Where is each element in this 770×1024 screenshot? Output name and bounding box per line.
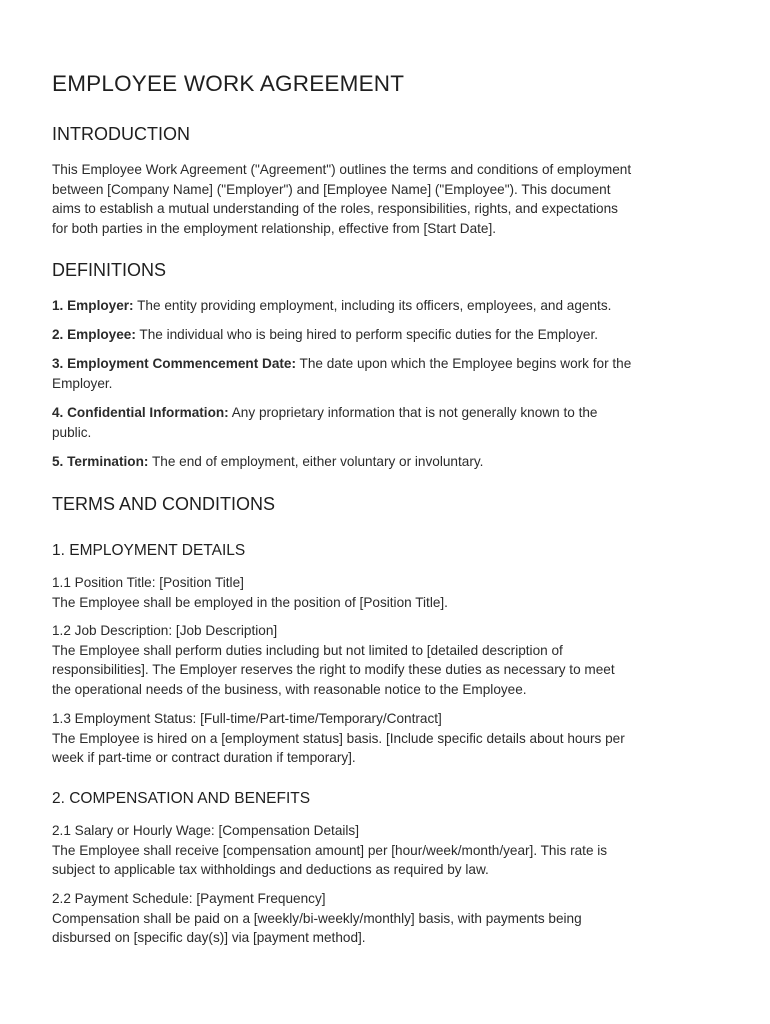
definition-item-commencement-date <box>52 354 724 393</box>
clause-text: The Employee shall receive [compensation amount] per [hour/week/month/year]. This rate is <box>52 842 608 858</box>
definition-item-employee <box>52 325 724 345</box>
definition-term: 4. Confidential Information: <box>52 405 229 420</box>
terms-heading: TERMS AND CONDITIONS <box>52 494 276 514</box>
definition-text: Any proprietary information that is not generally known to the <box>228 405 598 420</box>
definition-text-continued: public. <box>52 424 92 440</box>
paragraph-line: This Employee Work Agreement ("Agreement") outlines the terms and conditions of employment <box>52 162 632 177</box>
section-heading-compensation-benefits: 2. COMPENSATION AND BENEFITS <box>52 790 311 807</box>
clause-2-2 <box>52 889 724 948</box>
clause-text: The Employee is hired on a [employment status] basis. [Include specific details about hours per <box>52 730 625 746</box>
definition-term: 1. Employer: <box>52 298 134 313</box>
clause-title: 1.3 Employment Status: [Full-time/Part-time/Temporary/Contract] <box>52 711 442 726</box>
clause-text: week if part-time or contract duration if temporary]. <box>52 750 356 766</box>
paragraph-line: for both parties in the employment relationship, effective from [Start Date]. <box>52 220 497 236</box>
clause-text: responsibilities]. The Employer reserves the right to modify these duties as necessary to meet <box>52 662 615 678</box>
clause-1-3 <box>52 709 724 768</box>
definition-item-termination <box>52 452 724 472</box>
definition-term: 2. Employee: <box>52 327 136 342</box>
paragraph-line: between [Company Name] ("Employer") and [Employee Name] ("Employee"). This document <box>52 181 611 197</box>
clause-text: The Employee shall be employed in the position of [Position Title]. <box>52 594 448 610</box>
paragraph-line: aims to establish a mutual understanding of the roles, responsibilities, rights, and expectations <box>52 201 618 217</box>
definition-text: The individual who is being hired to perform specific duties for the Employer. <box>135 327 599 342</box>
clause-1-2 <box>52 621 724 699</box>
clause-2-1 <box>52 821 724 880</box>
clause-1-1 <box>52 573 724 612</box>
definition-text: The entity providing employment, including its officers, employees, and agents. <box>133 298 612 313</box>
introduction-paragraph <box>52 160 724 238</box>
document-title: EMPLOYEE WORK AGREEMENT <box>52 71 405 96</box>
clause-title: 2.1 Salary or Hourly Wage: [Compensation Details] <box>52 823 360 838</box>
clause-text: disbursed on [specific day(s)] via [payment method]. <box>52 930 366 946</box>
clause-text: Compensation shall be paid on a [weekly/bi-weekly/monthly] basis, with payments being <box>52 910 582 926</box>
clause-title: 1.2 Job Description: [Job Description] <box>52 623 278 638</box>
clause-title: 2.2 Payment Schedule: [Payment Frequency] <box>52 891 326 906</box>
definition-text: The date upon which the Employee begins work for the <box>296 356 632 371</box>
definition-text: The end of employment, either voluntary or involuntary. <box>148 454 484 469</box>
introduction-heading: INTRODUCTION <box>52 124 190 144</box>
clause-title: 1.1 Position Title: [Position Title] <box>52 575 244 590</box>
clause-text: The Employee shall perform duties including but not limited to [detailed description of <box>52 642 563 658</box>
section-heading-employment-details: 1. EMPLOYMENT DETAILS <box>52 542 246 559</box>
definition-item-confidential-information <box>52 403 724 442</box>
definitions-heading: DEFINITIONS <box>52 260 167 280</box>
definition-item-employer <box>52 296 724 316</box>
definition-text-continued: Employer. <box>52 375 113 391</box>
clause-text: subject to applicable tax withholdings and deductions as required by law. <box>52 862 489 878</box>
definition-term: 3. Employment Commencement Date: <box>52 356 296 371</box>
definition-term: 5. Termination: <box>52 454 149 469</box>
clause-text: the operational needs of the business, with reasonable notice to the Employee. <box>52 681 527 697</box>
